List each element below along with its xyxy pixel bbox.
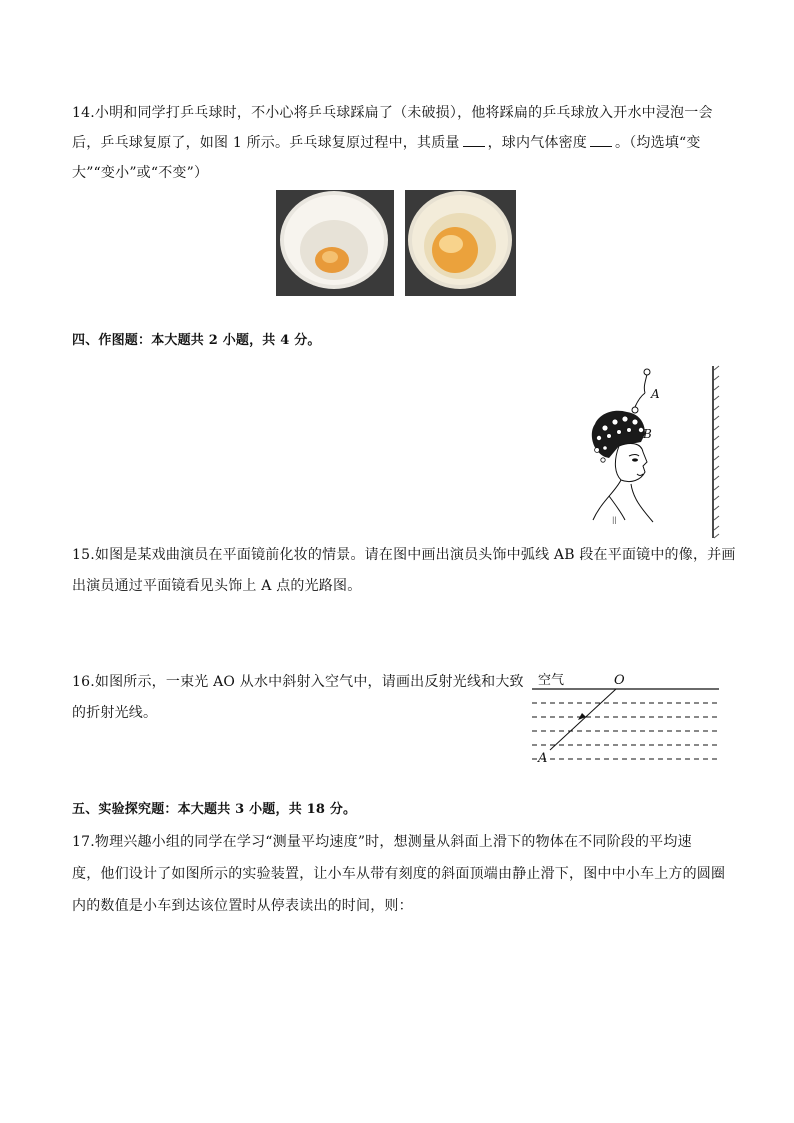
ray-arrow-head [578, 713, 586, 720]
point-b-label: B [643, 427, 652, 441]
q14-line-2-part-b: ，球内气体密度 [487, 135, 588, 151]
q17-line-1: 17.物理兴趣小组的同学在学习“测量平均速度”时，想测量从斜面上滑下的物体在不同阶段的平均速 [72, 834, 692, 850]
mass-answer-blank[interactable] [463, 134, 485, 147]
q14-line-1: 14.小明和同学打乒乓球时，不小心将乒乓球踩扁了（未破损），他将踩扁的乒乓球放入开水中浸泡一会 [72, 105, 713, 121]
point-a-label: A [651, 387, 660, 401]
section-5-title: 五、实验探究题：本大题共 3 小题，共 18 分。 [72, 802, 357, 817]
svg-text:||: || [612, 516, 617, 524]
flattened-ball-photo [276, 190, 394, 296]
air-label: 空气 [538, 673, 565, 688]
q14-line-2-part-c: 。（均选填“变 [615, 135, 701, 151]
opera-actor-mirror-figure [585, 362, 725, 542]
q14-line-2 [72, 133, 701, 153]
point-a-label-q16: A [538, 751, 548, 766]
incident-ray-ao [550, 689, 616, 750]
q17-line-2: 度，他们设计了如图所示的实验装置，让小车从带有刻度的斜面顶端由静止滑下，图中中小车上方的圆圈 [72, 866, 726, 882]
q15-line-1: 15.如图是某戏曲演员在平面镜前化妆的情景。请在图中画出演员头饰中弧线 AB 段在平面镜中的像，并画 [72, 547, 736, 563]
restored-ball-photo [405, 190, 516, 296]
q16-line-1: 16.如图所示，一束光 AO 从水中斜射入空气中，请画出反射光线和大致 [72, 674, 524, 690]
density-answer-blank[interactable] [590, 134, 612, 147]
water-dashes [532, 703, 719, 759]
light-refraction-figure [528, 668, 723, 768]
q14-line-2-part-a: 后，乒乓球复原了，如图 1 所示。乒乓球复原过程中，其质量 [72, 135, 460, 151]
point-o-label: O [614, 673, 625, 688]
section-4-title: 四、作图题：本大题共 2 小题，共 4 分。 [72, 333, 321, 348]
q15-line-2: 出演员通过平面镜看见头饰上 A 点的光路图。 [72, 578, 362, 594]
q17-line-3: 内的数值是小车到达该位置时从停表读出的时间，则： [72, 898, 413, 914]
q16-line-2: 的折射光线。 [72, 705, 158, 721]
q14-line-3: 大”“变小”或“不变”） [72, 165, 209, 181]
